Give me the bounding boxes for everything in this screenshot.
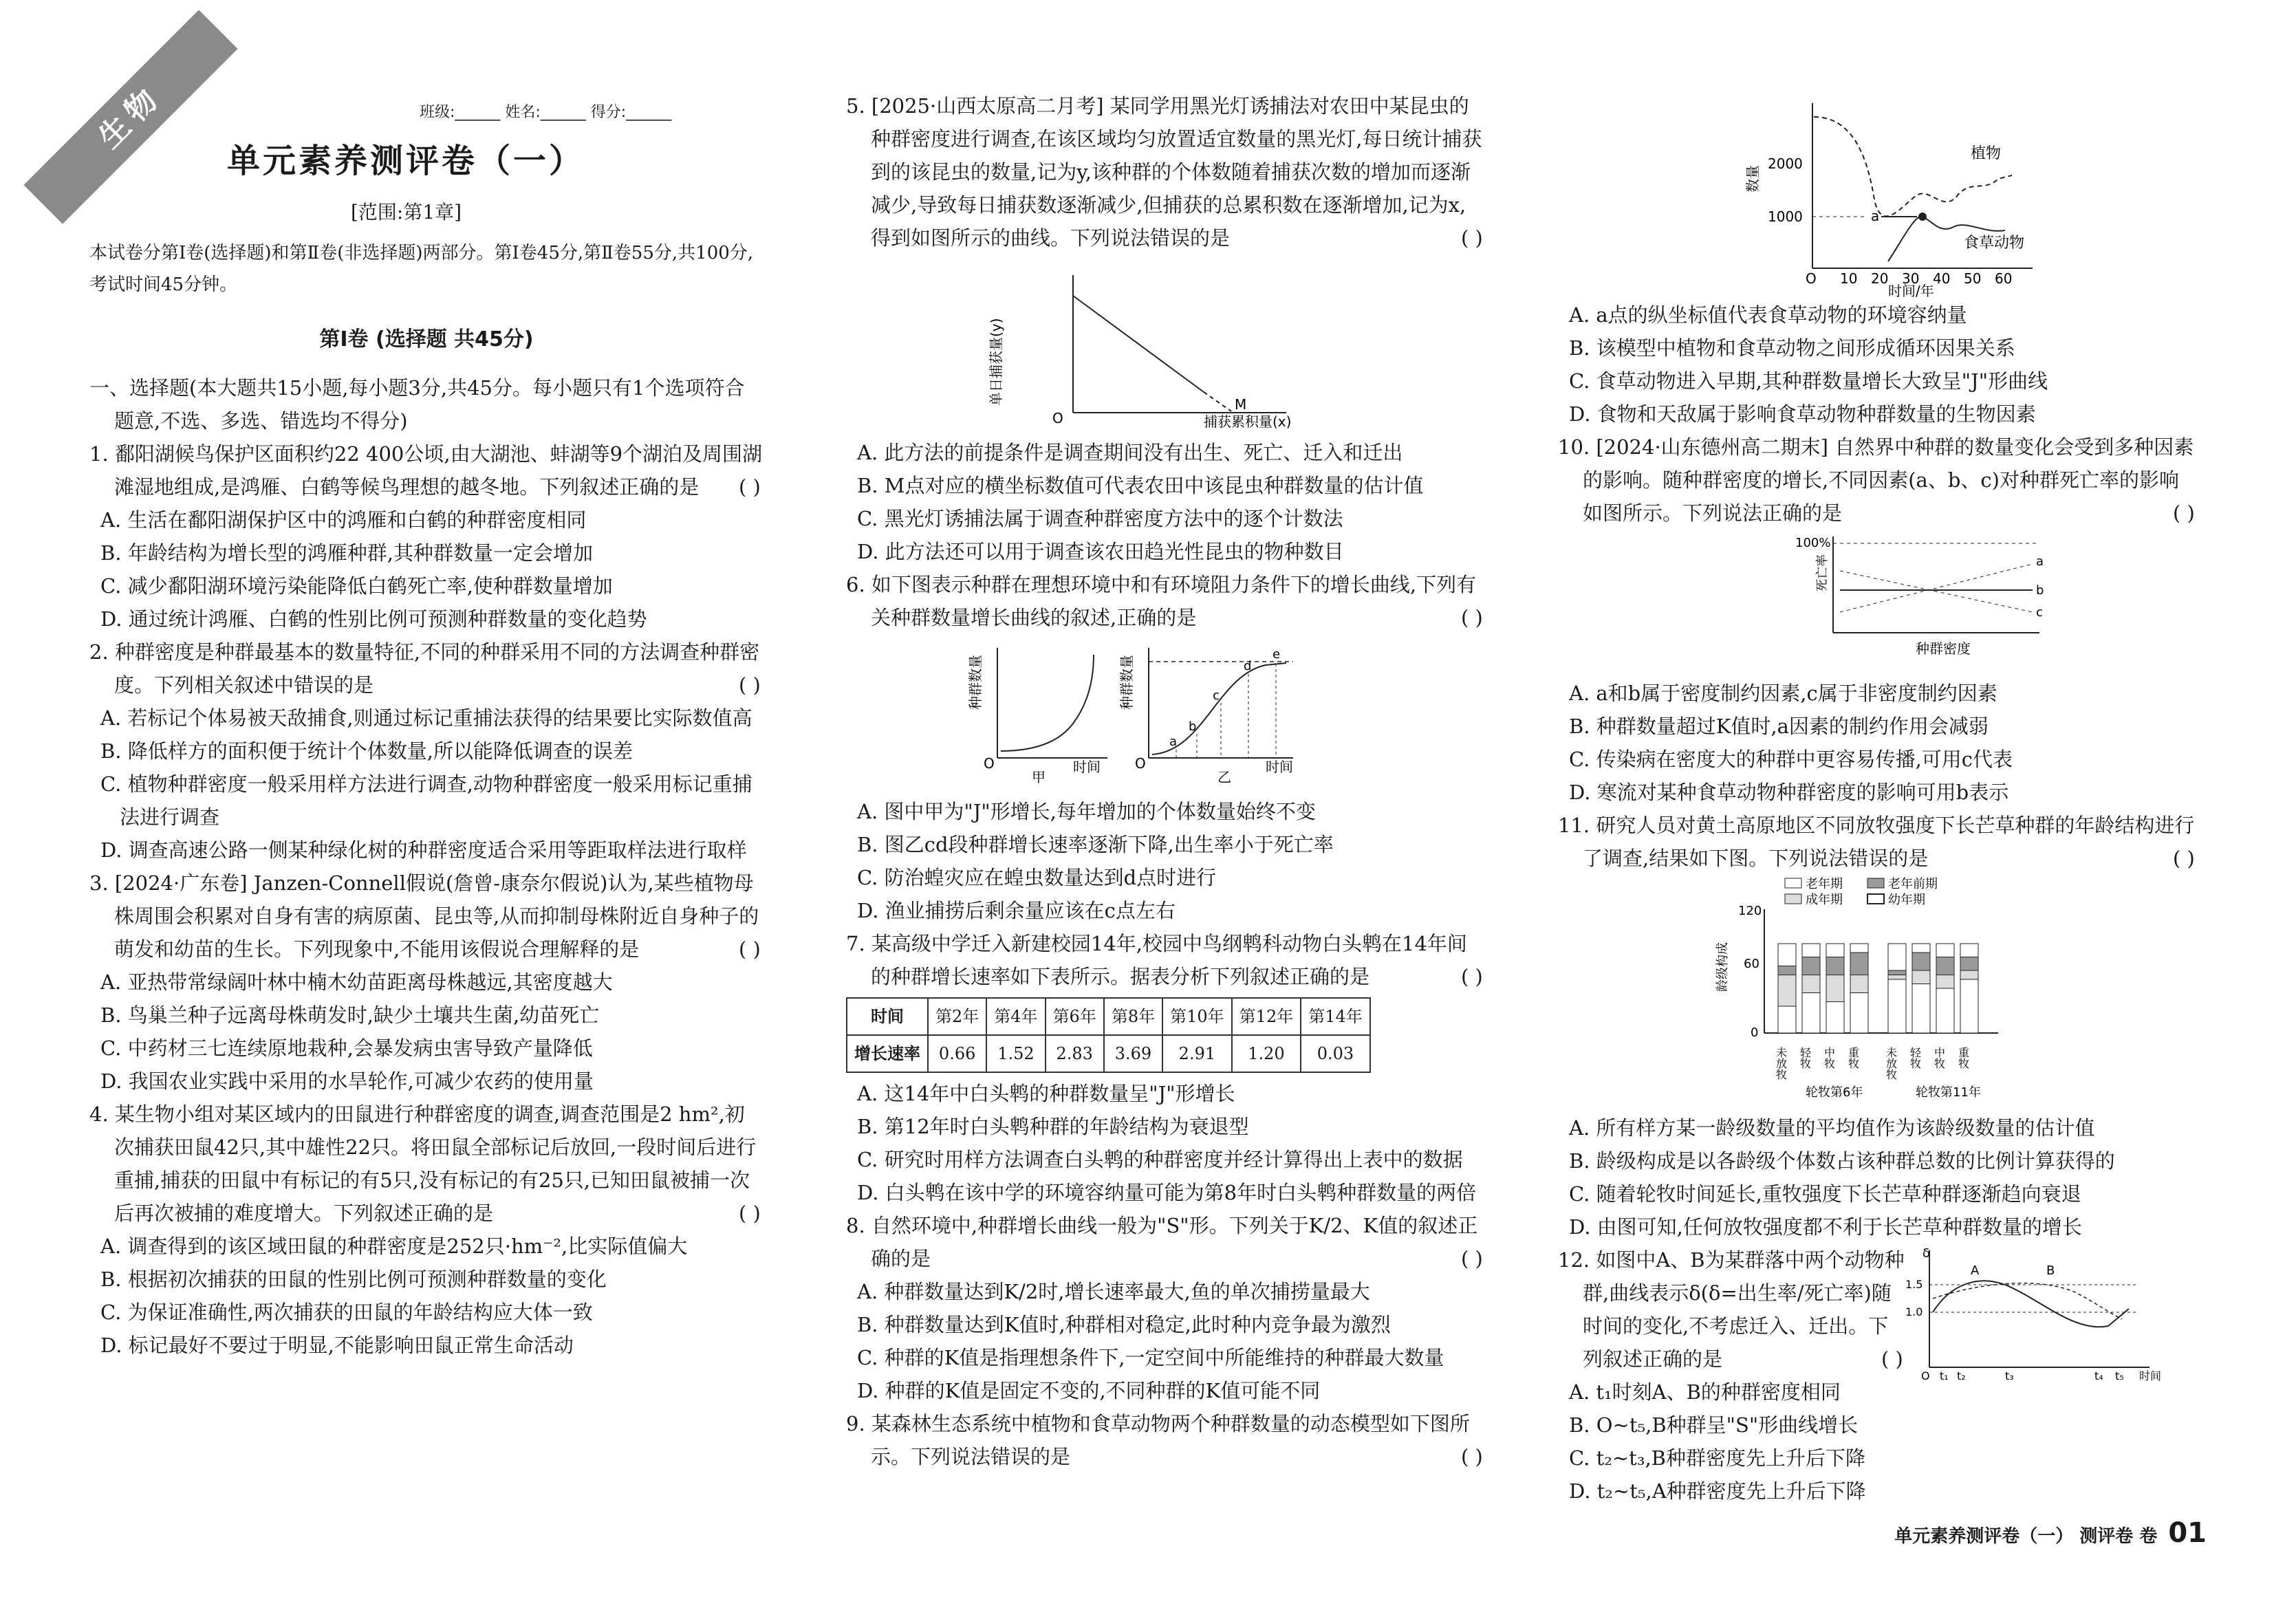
figure-q11 [1558, 875, 2198, 1102]
point-a: a [1169, 735, 1178, 749]
column-2 [846, 89, 1486, 1473]
table-cell: 1.20 [1232, 1035, 1301, 1072]
bar-segment [1888, 970, 1906, 975]
group-label: 未放牧 [1884, 1047, 1898, 1080]
q11-stem: 11. 研究人员对黄土高原地区不同放牧强度下长芒草种群的年龄结构进行了调查,结果如下图。下列说法错误的是 [1558, 814, 2195, 870]
y-axis-label: 种群数量 [1118, 655, 1135, 710]
instructions: 一、选择题(本大题共15小题,每小题3分,共45分。每小题只有1个选项符合题意,不选、多选、错选均不得分) [89, 376, 745, 433]
y-tick: 120 [1738, 904, 1762, 918]
bar-segment [1802, 993, 1820, 1034]
bar-segment [1960, 944, 1978, 957]
y-axis-label: 数量 [1744, 165, 1761, 193]
bar-segment [1960, 979, 1978, 1033]
table-cell: 3.69 [1104, 1035, 1162, 1072]
x-axis-label: 时间/年 [1888, 283, 1934, 299]
option-c: C. 随着轮牧时间延长,重牧强度下长芒草种群逐渐趋向衰退 [1569, 1182, 2081, 1206]
option-a: A. 此方法的前提条件是调查期间没有出生、死亡、迁入和迁出 [857, 441, 1403, 464]
y-axis-label: 种群数量 [967, 655, 984, 710]
option-d: D. 食物和天敌属于影响食草动物种群数量的生物因素 [1569, 402, 2036, 426]
q2-stem: 2. 种群密度是种群最基本的数量特征,不同的种群采用不同的方法调查种群密度。下列相关叙述中错误的是 [89, 640, 760, 697]
group-caption-6: 轮牧第6年 [1806, 1085, 1863, 1100]
bar-segment [1826, 975, 1844, 1002]
option-a: A. 种群数量达到K/2时,增长速率最大,鱼的单次捕捞量最大 [857, 1280, 1370, 1303]
figure-q10 [1558, 530, 2198, 667]
option-a: A. 所有样方某一龄级数量的平均值作为该龄级数量的估计值 [1569, 1116, 2095, 1140]
option-c: C. 中药材三七连续原地栽种,会暴发病虫害导致产量降低 [100, 1036, 593, 1060]
bar-segment [1912, 984, 1930, 1034]
page-number: 01 [2168, 1517, 2207, 1549]
x-axis-label: 捕获累积量(x) [1204, 413, 1292, 430]
table-cell: 第2年 [928, 998, 986, 1035]
x-tick: O [1921, 1369, 1930, 1382]
bar-segment [1888, 975, 1906, 980]
group-label: 轻牧 [1908, 1047, 1922, 1069]
bar-segment [1850, 975, 1868, 993]
table-cell: 增长速率 [847, 1035, 928, 1072]
question-2: 2. 种群密度是种群最基本的数量特征,不同的种群采用不同的方法调查种群密度。下列相关叙述中错误的是 ( ) A. 若标记个体易被天敌捕食,则通过标记重捕法获得的结果要比实际数值高 B. 降低样方的面积便于统计个体数量,所以能降低调查的误差 C. 植物种群密度一般采用样方法进行调查,动物种群密度一般采用标记重捕法进行调查 D. 调查高速公路一侧某种绿化树的种群密度适合采用等距取样法进行取样 [89, 635, 763, 867]
point-d: d [1244, 659, 1252, 673]
chart-yi-label: 乙 [1217, 769, 1231, 785]
series-plant-label: 植物 [1971, 145, 2002, 162]
option-d: D. t₂~t₅,A种群密度先上升后下降 [1569, 1479, 1866, 1503]
y-axis-label: 龄级构成 [1715, 942, 1730, 992]
x-tick: 50 [1964, 270, 1982, 287]
option-b: B. 图乙cd段种群增长速率逐渐下降,出生率小于死亡率 [857, 833, 1334, 856]
table-cell: 1.52 [986, 1035, 1045, 1072]
table-cell: 2.91 [1162, 1035, 1232, 1072]
option-d: D. 调查高速公路一侧某种绿化树的种群密度适合采用等距取样法进行取样 [100, 838, 747, 862]
table-row [847, 1035, 1370, 1072]
curve-b-label: b [2036, 583, 2044, 598]
question-1: 1. 鄱阳湖候鸟保护区面积约22 400公顷,由大湖池、蚌湖等9个湖泊及周围湖滩湿地组成,是鸿雁、白鹤等候鸟理想的越冬地。下列叙述正确的是 ( ) A. 生活在鄱阳湖保护区中的鸿雁和白鹤的种群密度相同 B. 年龄结构为增长型的鸿雁种群,其种群数量一定会增加 C. 减少鄱阳湖环境污染能降低白鹤死亡率,使种群数量增加 D. 通过统计鸿雁、白鹤的性别比例可预测种群数量的变化趋势 [89, 437, 763, 635]
series-herbivore-label: 食草动物 [1964, 235, 2025, 252]
group-label: 重牧 [1956, 1047, 1970, 1069]
question-10: 10. [2024·山东德州高二期末] 自然界中种群的数量变化会受到多种因素的影响。随种群密度的增长,不同因素(a、b、c)对种群死亡率的影响如图所示。下列说法正确的是 ( ) a b c 100% 死亡率 种群密度 A. a和b属于密度制约因素,c属于非密度制约因素 B. 种群数量超过K值时,a因素的制约作用会减弱 C. 传染病在密度大的种群中更容易传播,可用c代表 D. 寒流对某种食草动物种群密度的影响可用b表示 [1558, 431, 2198, 809]
bar-segment [1960, 957, 1978, 971]
q5-stem: 5. [2025·山西太原高二月考] 某同学用黑光灯诱捕法对农田中某昆虫的种群密度进行调查,在该区域均匀放置适宜数量的黑光灯,每日统计捕获到的该昆虫的数量,记为y,该种群的个体数随着捕获次数的增加而逐渐减少,导致每日捕获数逐渐减少,但捕获的总累积数在逐渐增加,记为x,得到如图所示的曲线。下列说法错误的是 [846, 94, 1482, 250]
group-label: 重牧 [1846, 1047, 1860, 1069]
group-caption-11: 轮牧第11年 [1916, 1085, 1981, 1100]
x-tick: 40 [1933, 270, 1951, 287]
group-label: 中牧 [1932, 1047, 1946, 1069]
option-a: A. a点的纵坐标值代表食草动物的环境容纳量 [1569, 303, 1967, 327]
x-tick: t₂ [1957, 1369, 1966, 1382]
option-b: B. 第12年时白头鹎种群的年龄结构为衰退型 [857, 1115, 1249, 1138]
q3-stem: 3. [2024·广东卷] Janzen-Connell假说(詹曾-康奈尔假说)认为,某些植物母株周围会积累对自身有害的病原菌、昆虫等,从而抑制母株附近自身种子的萌发和幼苗的生长。下列现象中,不能用该假说合理解释的是 [89, 871, 759, 961]
chart-jia-label: 甲 [1032, 769, 1046, 785]
option-a: A. 调查得到的该区域田鼠的种群密度是252只·hm⁻²,比实际值偏大 [100, 1235, 688, 1258]
option-d: D. 渔业捕捞后剩余量应该在c点左右 [857, 899, 1176, 922]
option-b: B. 种群数量超过K值时,a因素的制约作用会减弱 [1569, 715, 1989, 738]
option-d: D. 通过统计鸿雁、白鹤的性别比例可预测种群数量的变化趋势 [100, 607, 647, 631]
figure-q9 [1558, 76, 2198, 299]
table-cell: 2.83 [1046, 1035, 1104, 1072]
subject-badge [48, 48, 206, 206]
question-4: 4. 某生物小组对某区域内的田鼠进行种群密度的调查,调查范围是2 hm²,初次捕获田鼠42只,其中雄性22只。将田鼠全部标记后放回,一段时间后进行重捕,捕获的田鼠中有标记的有5只,没有标记的有25只,已知田鼠被捕一次后再次被捕的难度增大。下列叙述正确的是 ( ) A. 调查得到的该区域田鼠的种群密度是252只·hm⁻²,比实际值偏大 B. 根据初次捕获的田鼠的性别比例可预测种群数量的变化 C. 为保证准确性,两次捕获的田鼠的年龄结构应大体一致 D. 标记最好不要过于明显,不能影响田鼠正常生命活动 [89, 1098, 763, 1362]
bar-segment [1778, 975, 1796, 1007]
question-11: 11. 研究人员对黄土高原地区不同放牧强度下长芒草种群的年龄结构进行了调查,结果如下图。下列说法错误的是 ( ) 老年期 老年前期 成年期 幼年期 120 60 0 龄级构成 未放牧 轻牧 中牧 重牧 未放牧 轻牧 中牧 重牧 轮牧第6年 轮牧第11年 A. 所有样方某一龄级数量的平均值作为该龄级数量的估计值 B. 龄级构成是以各龄级个体数占该种群总数的比例计算获得的 C. 随着轮牧时间延长,重牧强度下长芒草种群逐渐趋向衰退 D. 由图可知,任何放牧强度都不利于长芒草种群数量的增长 [1558, 809, 2198, 1243]
option-b: B. 该模型中植物和食草动物之间形成循环因果关系 [1569, 336, 2015, 360]
q8-stem: 8. 自然环境中,种群增长曲线一般为"S"形。下列关于K/2、K值的叙述正确的是 [846, 1214, 1478, 1270]
option-b: B. O~t₅,B种群呈"S"形曲线增长 [1569, 1413, 1859, 1437]
bar-segment [1850, 953, 1868, 975]
bar-segment [1960, 970, 1978, 979]
table-cell: 第6年 [1046, 998, 1104, 1035]
column-3 [1558, 76, 2198, 1508]
curve-b-label: B [2046, 1263, 2055, 1278]
curve-c-label: c [2036, 605, 2043, 620]
origin-label: O [1052, 410, 1063, 426]
q4-stem: 4. 某生物小组对某区域内的田鼠进行种群密度的调查,调查范围是2 hm²,初次捕获田鼠42只,其中雄性22只。将田鼠全部标记后放回,一段时间后进行重捕,捕获的田鼠中有标记的有5只,没有标记的有25只,已知田鼠被捕一次后再次被捕的难度增大。下列叙述正确的是 [89, 1102, 757, 1225]
option-d: D. 此方法还可以用于调查该农田趋光性昆虫的物种数目 [857, 540, 1344, 563]
option-b: B. 种群数量达到K值时,种群相对稳定,此时种内竞争最为激烈 [857, 1313, 1391, 1336]
section-heading: 第Ⅰ卷 (选择题 共45分) [319, 327, 534, 351]
y-tick-2000: 2000 [1768, 155, 1803, 172]
bar-segment [1888, 944, 1906, 970]
table-cell: 时间 [847, 998, 928, 1035]
option-b: B. M点对应的横坐标数值可代表农田中该昆虫种群数量的估计值 [857, 474, 1424, 497]
y-tick: 60 [1744, 957, 1759, 971]
y-tick-1000: 1000 [1768, 208, 1803, 225]
group-label: 轻牧 [1798, 1047, 1812, 1069]
bar-segment [1778, 944, 1796, 966]
q6-stem: 6. 如下图表示种群在理想环境中和有环境阻力条件下的增长曲线,下列有关种群数量增长曲线的叙述,正确的是 [846, 573, 1477, 629]
bar-segment [1778, 966, 1796, 975]
bar-segment [1802, 957, 1820, 975]
option-a: A. t₁时刻A、B的种群密度相同 [1569, 1380, 1841, 1404]
curve-a-label: a [2036, 554, 2044, 569]
q12-stem: 12. 如图中A、B为某群落中两个动物种群,曲线表示δ(δ=出生率/死亡率)随时间的变化,不考虑迁入、迁出。下列叙述正确的是 [1558, 1248, 1905, 1371]
x-axis-label: 时间 [2139, 1369, 2162, 1382]
x-tick: 20 [1871, 270, 1889, 287]
bar-segment [1850, 993, 1868, 1034]
question-9: 9. 某森林生态系统中植物和食草动物两个种群数量的动态模型如下图所示。下列说法错误的是 ( ) [846, 1412, 1483, 1468]
bar-segment [1936, 957, 1954, 975]
group-label: 中牧 [1822, 1047, 1836, 1069]
option-b: B. 年龄结构为增长型的鸿雁种群,其种群数量一定会增加 [100, 541, 593, 565]
option-c: C. 黑光灯诱捕法属于调查种群密度方法中的逐个计数法 [857, 507, 1343, 530]
origin-label: O [984, 755, 995, 772]
table-cell: 第8年 [1104, 998, 1162, 1035]
option-c: C. 传染病在密度大的种群中更容易传播,可用c代表 [1569, 748, 2013, 771]
bar-segment [1936, 975, 1954, 989]
student-info: 班级:______ 姓名:______ 得分:______ [420, 104, 672, 121]
column-1 [89, 371, 763, 1362]
option-d: D. 标记最好不要过于明显,不能影响田鼠正常生命活动 [100, 1334, 574, 1357]
bar-segment [1802, 975, 1820, 993]
option-c: C. 种群的K值是指理想条件下,一定空间中所能维持的种群最大数量 [857, 1346, 1444, 1369]
y-tick: 0 [1751, 1025, 1759, 1040]
option-a: A. 这14年中白头鹎的种群数量呈"J"形增长 [857, 1082, 1235, 1105]
bar-segment [1936, 944, 1954, 957]
bar-segment [1826, 944, 1844, 957]
intro-text: 本试卷分第Ⅰ卷(选择题)和第Ⅱ卷(非选择题)两部分。第Ⅰ卷45分,第Ⅱ卷55分,共100分,考试时间45分钟。 [89, 243, 754, 295]
option-d: D. 由图可知,任何放牧强度都不利于长芒草种群数量的增长 [1569, 1215, 2082, 1239]
question-5: 5. [2025·山西太原高二月考] 某同学用黑光灯诱捕法对农田中某昆虫的种群密度进行调查,在该区域均匀放置适宜数量的黑光灯,每日统计捕获到的该昆虫的数量,记为y,该种群的个体数随着捕获次数的增加而逐渐减少,导致每日捕获数逐渐减少,但捕获的总累积数在逐渐增加,记为x,得到如图所示的曲线。下列说法错误的是 ( ) O M 捕获累积量(x) 单日捕获量(y) A. 此方法的前提条件是调查期间没有出生、死亡、迁入和迁出 B. M点对应的横坐标数值可代表农田中该昆虫种群数量的估计值 C. 黑光灯诱捕法属于调查种群密度方法中的逐个计数法 D. 此方法还可以用于调查该农田趋光性昆虫的物种数目 [846, 89, 1486, 568]
legend-preold: 老年前期 [1888, 877, 1938, 891]
option-a: A. 若标记个体易被天敌捕食,则通过标记重捕法获得的结果要比实际数值高 [100, 706, 752, 730]
table-cell: 第14年 [1301, 998, 1370, 1035]
group-label: 未放牧 [1774, 1047, 1788, 1080]
y-axis-label: δ [1923, 1246, 1931, 1261]
bar-segment [1826, 1002, 1844, 1034]
x-tick: 30 [1902, 270, 1920, 287]
legend-young: 幼年期 [1888, 893, 1925, 907]
x-tick: 60 [1995, 270, 2013, 287]
question-12: 12. 如图中A、B为某群落中两个动物种群,曲线表示δ(δ=出生率/死亡率)随时间的变化,不考虑迁入、迁出。下列叙述正确的是 ( ) δ 1.5 1.0 A B O t₁ t₂ t₃ t₄ t₅ 时间 A. t₁时刻A、B的种群密度相同 B. O~t₅,B种群呈"S"形曲线增长 C. t₂~t₃,B种群密度先上升后下降 D. t₂~t₅,A种群密度先上升后下降 [1558, 1243, 2198, 1508]
option-d: D. 我国农业实践中采用的水旱轮作,可减少农药的使用量 [100, 1069, 594, 1093]
x-tick: 10 [1840, 270, 1858, 287]
option-d: D. 寒流对某种食草动物种群密度的影响可用b表示 [1569, 781, 2009, 804]
y-axis-label: 单日捕获量(y) [988, 318, 1004, 406]
y-tick-top: 100% [1795, 536, 1831, 550]
bar-segment [1888, 979, 1906, 1033]
footer-text: 单元素养测评卷（一） 测评卷 卷 [1894, 1526, 2158, 1547]
q10-stem: 10. [2024·山东德州高二期末] 自然界中种群的数量变化会受到多种因素的影响。随种群密度的增长,不同因素(a、b、c)对种群死亡率的影响如图所示。下列说法正确的是 [1558, 435, 2194, 525]
option-c: C. 食草动物进入早期,其种群数量增长大致呈"J"形曲线 [1569, 369, 2048, 393]
q1-stem: 1. 鄱阳湖候鸟保护区面积约22 400公顷,由大湖池、蚌湖等9个湖泊及周围湖滩湿地组成,是鸿雁、白鹤等候鸟理想的越冬地。下列叙述正确的是 [89, 442, 763, 499]
table-cell: 第10年 [1162, 998, 1232, 1035]
point-a-label: a [1871, 208, 1880, 224]
x-tick: t₅ [2115, 1369, 2124, 1382]
bar-segment [1802, 944, 1820, 957]
option-c: C. 减少鄱阳湖环境污染能降低白鹤死亡率,使种群数量增加 [100, 574, 613, 598]
legend-old: 老年期 [1806, 877, 1843, 891]
bar-segment [1912, 944, 1930, 953]
bar-segment [1936, 988, 1954, 1033]
option-d: D. 白头鹎在该中学的环境容纳量可能为第8年时白头鹎种群数量的两倍 [857, 1181, 1477, 1204]
curve-a-label: A [1971, 1263, 1980, 1278]
point-e: e [1272, 647, 1281, 662]
subject-label: 生物 [23, 10, 237, 224]
x-axis-label: 时间 [1073, 759, 1101, 775]
x-tick: O [1806, 270, 1817, 287]
bar-segment [1778, 1006, 1796, 1033]
bar-segment [1912, 970, 1930, 984]
growth-rate-table [846, 997, 1371, 1073]
figure-q12 [1902, 1243, 2177, 1381]
option-c: C. 研究时用样方法调查白头鹎的种群密度并经计算得出上表中的数据 [857, 1148, 1463, 1171]
option-c: C. 植物种群密度一般采用样方法进行调查,动物种群密度一般采用标记重捕法进行调查 [100, 772, 752, 829]
x-tick: t₄ [2094, 1369, 2103, 1382]
point-m-label: M [1235, 396, 1247, 413]
table-cell: 0.03 [1301, 1035, 1370, 1072]
table-header-row [847, 998, 1370, 1035]
bar-segment [1912, 953, 1930, 970]
table-cell: 第12年 [1232, 998, 1301, 1035]
origin-label: O [1135, 755, 1146, 772]
option-b: B. 根据初次捕获的田鼠的性别比例可预测种群数量的变化 [100, 1268, 607, 1291]
option-a: A. 图中甲为"J"形增长,每年增加的个体数量始终不变 [857, 800, 1316, 823]
option-c: C. 为保证准确性,两次捕获的田鼠的年龄结构应大体一致 [100, 1301, 593, 1324]
table-cell: 0.66 [928, 1035, 986, 1072]
option-a: A. 生活在鄱阳湖保护区中的鸿雁和白鹤的种群密度相同 [100, 508, 587, 532]
x-axis-label: 时间 [1266, 759, 1293, 775]
question-3: 3. [2024·广东卷] Janzen-Connell假说(詹曾-康奈尔假说)认为,某些植物母株周围会积累对自身有害的病原菌、昆虫等,从而抑制母株附近自身种子的萌发和幼苗的生长。下列现象中,不能用该假说合理解释的是 ( ) A. 亚热带常绿阔叶林中楠木幼苗距离母株越远,其密度越大 B. 鸟巢兰种子远离母株萌发时,缺少土壤共生菌,幼苗死亡 C. 中药材三七连续原地栽种,会暴发病虫害导致产量降低 D. 我国农业实践中采用的水旱轮作,可减少农药的使用量 [89, 867, 763, 1098]
range-note: [范围:第1章] [351, 201, 462, 224]
point-b: b [1189, 719, 1197, 734]
x-tick: t₃ [2005, 1369, 2014, 1382]
figure-q6 [846, 634, 1486, 785]
bar-group [1775, 944, 1979, 1080]
option-b: B. 龄级构成是以各龄级个体数占该种群总数的比例计算获得的 [1569, 1149, 2115, 1173]
x-tick: t₁ [1940, 1369, 1949, 1382]
q9-stem: 9. 某森林生态系统中植物和食草动物两个种群数量的动态模型如下图所示。下列说法错误的是 [846, 1412, 1470, 1468]
option-d: D. 种群的K值是固定不变的,不同种群的K值可能不同 [857, 1379, 1321, 1402]
page-footer [1894, 1517, 2207, 1553]
point-c: c [1213, 688, 1220, 703]
table-cell: 第4年 [986, 998, 1045, 1035]
question-8: 8. 自然环境中,种群增长曲线一般为"S"形。下列关于K/2、K值的叙述正确的是 ( ) A. 种群数量达到K/2时,增长速率最大,鱼的单次捕捞量最大 B. 种群数量达到K值时,种群相对稳定,此时种内竞争最为激烈 C. 种群的K值是指理想条件下,一定空间中所能维持的种群最大数量 D. 种群的K值是固定不变的,不同种群的K值可能不同 [846, 1209, 1486, 1407]
y-tick: 1.0 [1905, 1305, 1923, 1318]
bar-segment [1850, 944, 1868, 953]
option-b: B. 降低样方的面积便于统计个体数量,所以能降低调查的误差 [100, 739, 633, 763]
page-title: 单元素养测评卷（一） [227, 142, 585, 180]
option-c: C. 防治蝗灾应在蝗虫数量达到d点时进行 [857, 866, 1217, 889]
option-a: A. a和b属于密度制约因素,c属于非密度制约因素 [1569, 682, 1997, 705]
y-axis-label: 死亡率 [1815, 554, 1830, 591]
question-6: 6. 如下图表示种群在理想环境中和有环境阻力条件下的增长曲线,下列有关种群数量增长曲线的叙述,正确的是 ( ) O 时间 甲 种群数量 a b c d e O 时间 乙 种群数量 A. 图中甲为"J"形增长,每年增加的个体数量始终不变 B. 图乙cd段种群增长速率逐渐下降,出生率小于死亡率 C. 防治蝗灾应在蝗虫数量达到d点时进行 D. 渔业捕捞后剩余量应该在c点左右 [846, 568, 1486, 927]
bar-segment [1826, 957, 1844, 975]
x-axis-label: 种群密度 [1916, 640, 1971, 657]
figure-q5 [846, 254, 1486, 430]
option-a: A. 亚热带常绿阔叶林中楠木幼苗距离母株越远,其密度越大 [100, 970, 613, 994]
y-tick: 1.5 [1905, 1278, 1923, 1291]
option-c: C. t₂~t₃,B种群密度先上升后下降 [1569, 1446, 1865, 1470]
legend-adult: 成年期 [1806, 893, 1843, 907]
question-7: 7. 某高级中学迁入新建校园14年,校园中鸟纲鹎科动物白头鹎在14年间的种群增长速率如下表所示。据表分析下列叙述正确的是 ( ) 时间 第2年 第4年 第6年 第8年 第10年 第12年 第14年 增长速率 0.66 1.52 2.83 3.69 2.91 1.20 0.03 A. 这14年中白头鹎的种群数量呈"J"形增长 B. 第12年时白头鹎种群的年龄结构为衰退型 C. 研究时用样方法调查白头鹎的种群密度并经计算得出上表中的数据 D. 白头鹎在该中学的环境容纳量可能为第8年时白头鹎种群数量的两倍 [846, 927, 1486, 1209]
q7-stem: 7. 某高级中学迁入新建校园14年,校园中鸟纲鹎科动物白头鹎在14年间的种群增长速率如下表所示。据表分析下列叙述正确的是 [846, 932, 1467, 988]
option-b: B. 鸟巢兰种子远离母株萌发时,缺少土壤共生菌,幼苗死亡 [100, 1003, 600, 1027]
